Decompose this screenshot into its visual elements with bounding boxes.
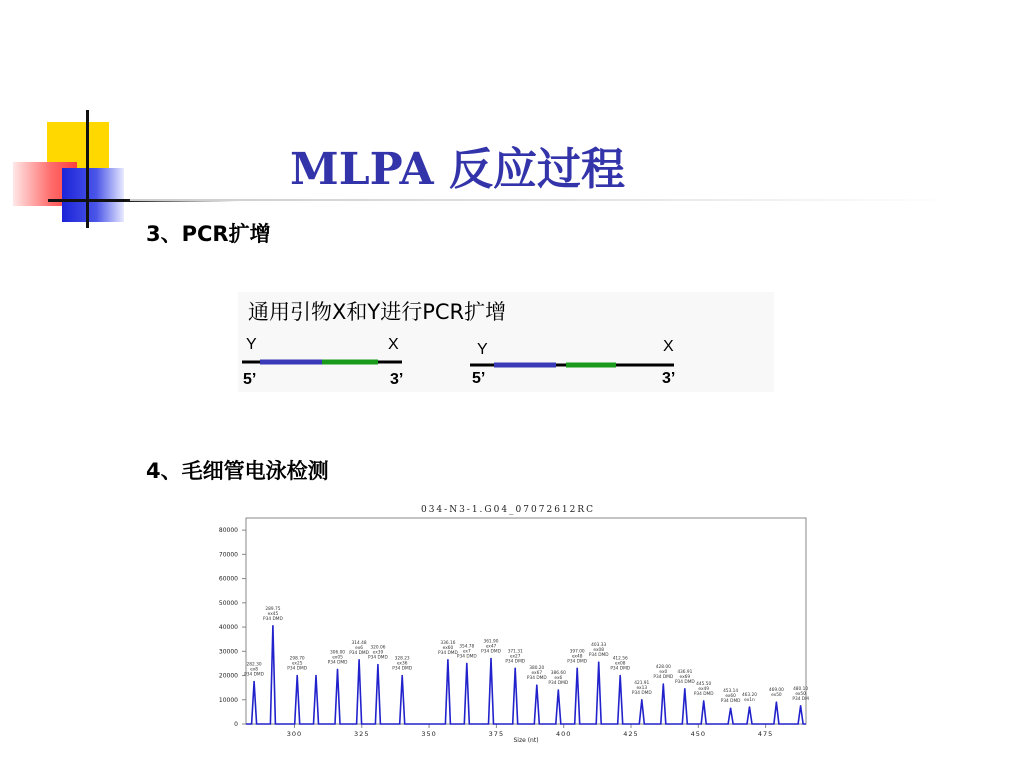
left-5prime: 5’ <box>243 371 257 388</box>
peak-label: P34 DM <box>792 696 809 702</box>
title-rule <box>130 199 960 201</box>
peak-label: ex60 <box>725 694 736 700</box>
peak-label: 314.48 <box>351 640 367 646</box>
peak-label: ex6 <box>355 645 364 651</box>
peak-label: 403.33 <box>591 643 607 649</box>
peak-label: P34 DMD <box>327 660 348 666</box>
peak-label: 421.91 <box>634 680 650 686</box>
chart-title: 034-N3-1.G04_07072612RC <box>420 505 596 515</box>
peak-label: ex0 <box>659 670 668 676</box>
peak-label: 361.90 <box>483 639 499 645</box>
peak-label: P34 DMD <box>631 690 652 696</box>
peak-label: P34 DMD <box>653 675 674 681</box>
peak-label: 397.00 <box>569 649 585 655</box>
x-tick-label: 300 <box>286 730 303 738</box>
y-tick-label: 40000 <box>218 624 238 632</box>
y-tick-label: 10000 <box>218 696 238 704</box>
peak-label: P34 DMD <box>481 649 501 655</box>
peak-label: 289.75 <box>265 606 281 612</box>
pcr-caption: 通用引物X和Y进行PCR扩增 <box>248 300 507 324</box>
peak-label: ex48 <box>571 654 583 660</box>
x-tick-label: 475 <box>757 730 774 738</box>
peak-label: 298.70 <box>289 656 305 662</box>
peak-label: ex45 <box>267 611 279 617</box>
right-y-label: Y <box>477 341 488 358</box>
decor-vertical-line <box>86 110 89 228</box>
peak-label: 336.16 <box>440 640 456 646</box>
step3-heading: 3、PCR扩增 <box>146 222 271 246</box>
peak-label: 380.20 <box>529 666 545 672</box>
x-tick-label: 350 <box>421 730 437 738</box>
peak-label: P34 DMD <box>526 676 547 682</box>
peak-label: 428.00 <box>655 665 671 671</box>
peak-label: P34 DMD <box>588 653 609 659</box>
x-tick-label: 325 <box>354 730 370 738</box>
peak-label: P34 DMD <box>674 679 695 685</box>
peak-label: P34 DMD <box>438 650 458 656</box>
y-tick-label: 50000 <box>218 599 238 607</box>
x-tick-label: 400 <box>555 730 572 738</box>
peak-label: ex67 <box>531 671 543 677</box>
left-y-label: Y <box>246 336 257 353</box>
peak-label: 354.78 <box>459 644 475 650</box>
y-tick-label: 30000 <box>218 648 238 656</box>
peak-label: ex69 <box>679 674 691 680</box>
peak-label: ex50 <box>795 691 806 697</box>
right-5prime: 5’ <box>472 370 486 387</box>
peak-label: P34 DMD <box>244 672 264 678</box>
peak-label: ex60 <box>442 645 454 651</box>
peak-label: P34 DMD <box>392 666 413 672</box>
y-tick-label: 20000 <box>218 672 238 680</box>
peak-label: ex47 <box>485 644 497 650</box>
peak-label: ex08 <box>593 648 604 654</box>
peak-label: P34 DMD <box>720 699 741 705</box>
peak-label: P34 DMD <box>287 666 308 672</box>
left-3prime: 3’ <box>390 371 404 388</box>
peak-label: 445.50 <box>696 681 712 687</box>
right-3prime: 3’ <box>662 370 676 387</box>
trace-line <box>246 626 809 724</box>
peak-label: P34 DMD <box>548 681 569 687</box>
step4-heading: 4、毛细管电泳检测 <box>146 459 329 483</box>
y-tick-label: 0 <box>234 721 238 728</box>
peak-label: ex39 <box>372 650 384 656</box>
peak-label: 453.14 <box>723 689 739 695</box>
peak-label: 436.91 <box>677 669 693 675</box>
left-x-label: X <box>388 336 399 353</box>
peak-label: ex25 <box>291 661 303 667</box>
peak-label: 386.60 <box>550 671 566 677</box>
peak-label: ex7 <box>462 649 471 655</box>
peak-label: P34 DMD <box>456 654 477 660</box>
peak-label: P34 DMD <box>610 666 631 672</box>
peak-label: 320.06 <box>370 645 386 651</box>
peak-label: ex05 <box>332 655 343 661</box>
peak-label: 371.31 <box>507 649 523 655</box>
y-tick-label: 60000 <box>218 575 238 583</box>
peak-label: 412.56 <box>612 656 628 662</box>
peak-label: 463.20 <box>741 693 757 699</box>
right-x-label: X <box>663 338 674 355</box>
y-tick-label: 80000 <box>218 527 238 535</box>
peak-label: 282.30 <box>246 662 262 668</box>
peak-label: ex27 <box>509 654 521 660</box>
y-tick-label: 70000 <box>218 551 238 559</box>
slide-title: MLPA 反应过程 <box>290 144 625 195</box>
peak-label: 469.00 <box>768 688 784 694</box>
peak-label: ex1n <box>744 698 755 704</box>
x-tick-label: 425 <box>623 730 639 738</box>
plot-frame <box>246 518 809 724</box>
electropherogram-chart <box>196 498 828 746</box>
peak-label: ex8 <box>250 667 259 673</box>
peak-label: P34 DMD <box>693 691 714 697</box>
decor-blue-square <box>62 168 124 222</box>
peak-label: P34 DMD <box>263 616 283 622</box>
x-axis-label: Size (nt) <box>513 737 539 744</box>
peak-label: ex08 <box>614 661 626 667</box>
peak-label: P34 DMD <box>349 650 369 656</box>
peak-label: ex6 <box>554 676 563 682</box>
peak-label: ex36 <box>396 661 408 667</box>
x-tick-label: 450 <box>690 730 707 738</box>
peak-label: 306.00 <box>330 650 346 656</box>
peak-label: ex49 <box>698 686 709 692</box>
peak-label: P34 DMD <box>368 655 388 661</box>
peak-label: ex50 <box>771 693 782 699</box>
peak-label: P34 DMD <box>567 659 588 665</box>
peak-label: P34 DMD <box>505 659 526 665</box>
peak-label: ex13 <box>636 685 648 691</box>
x-tick-label: 375 <box>488 730 505 738</box>
peak-label: 480.10 <box>793 686 809 692</box>
peak-label: 328.23 <box>394 656 410 662</box>
pcr-diagram <box>238 330 778 394</box>
